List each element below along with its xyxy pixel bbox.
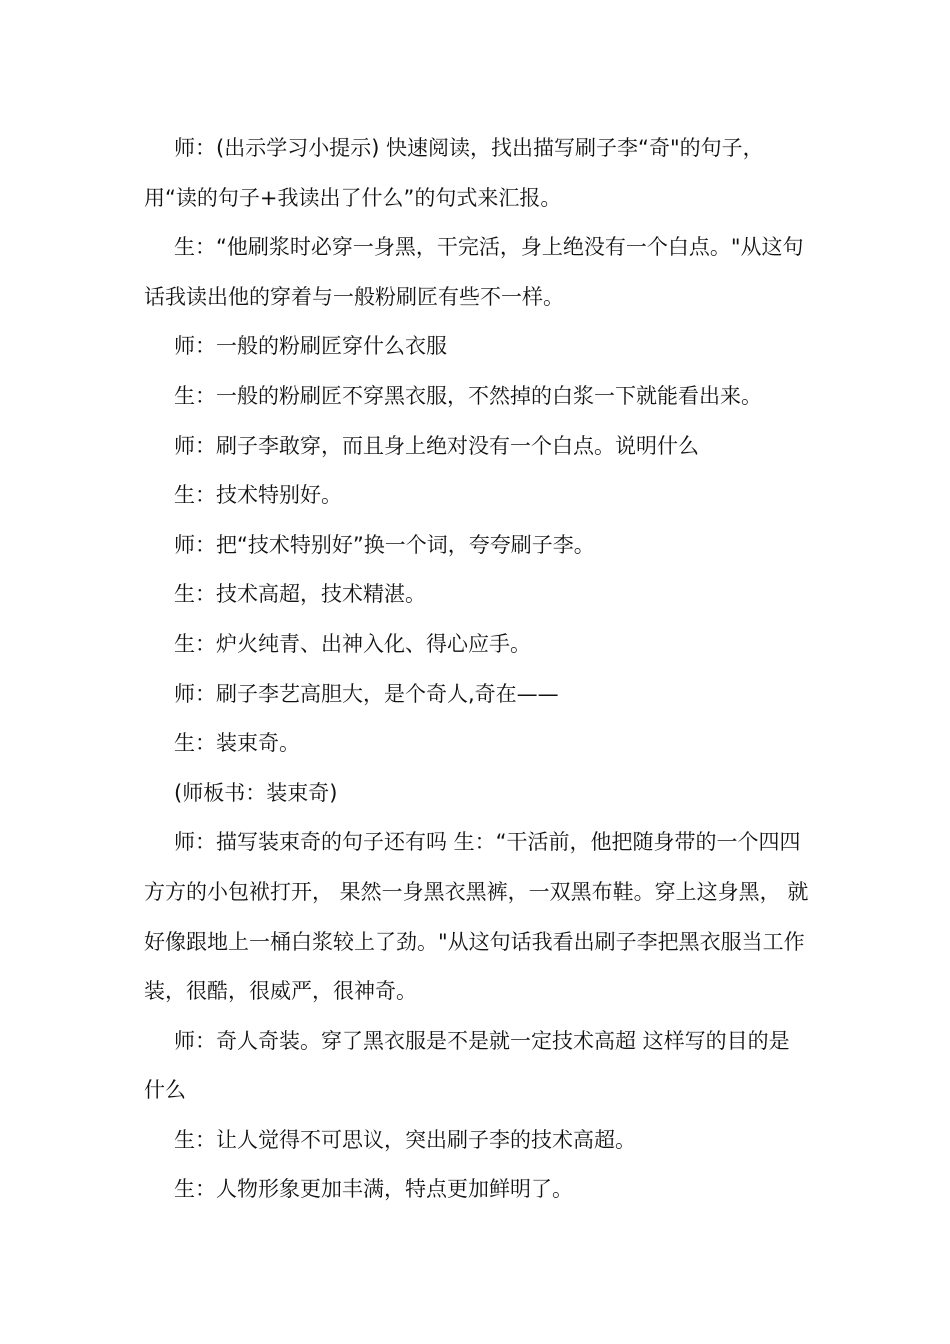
document-body: [144, 124, 810, 1215]
paragraph-teacher-question: 师：奇人奇装。穿了黑衣服是不是就一定技术高超 这样写的目的是什么: [144, 1028, 790, 1103]
paragraph-student-answer: 生：一般的粉刷匠不穿黑衣服，不然掉的白浆一下就能看出来。: [174, 383, 762, 408]
paragraph-student-answer: 生：技术高超，技术精湛。: [174, 582, 426, 607]
paragraph-student-answer: 生：技术特别好。: [174, 483, 342, 508]
paragraph-student-answer: 生：装束奇。: [174, 731, 300, 756]
paragraph-board-note: (师板书：装束奇): [174, 780, 338, 805]
paragraph-teacher-question: 师：一般的粉刷匠穿什么衣服: [174, 334, 447, 359]
paragraph-teacher-question: 师：刷子李敢穿，而且身上绝对没有一个白点。说明什么: [174, 433, 699, 458]
paragraph-student-answer: 生：让人觉得不可思议，突出刷子李的技术高超。: [174, 1127, 636, 1152]
paragraph-student-answer: 生：“他刷浆时必穿一身黑，干完活，身上绝没有一个白点。"从这句话我读出他的穿着与一般粉刷匠有些不一样。: [144, 235, 804, 309]
paragraph-teacher-question: 师：刷子李艺高胆大，是个奇人,奇在——: [174, 681, 559, 706]
paragraph-student-answer: 生：炉火纯青、出神入化、得心应手。: [174, 631, 531, 656]
paragraph-teacher-question: 师：描写装束奇的句子还有吗 生：“干活前，他把随身带的一个四四方方的小包袱打开， 果然一身黑衣黑裤，一双黑布鞋。穿上这身黑， 就好像跟地上一桶白浆较上了劲。"从这句话我看出刷子李把黑衣服当工作装，很酷，很威严，很神奇。: [144, 830, 809, 1004]
paragraph-teacher-prompt: 师：(出示学习小提示) 快速阅读，找出描写刷子李“奇"的句子，用“读的句子+我读出了什么”的句式来汇报。: [144, 136, 764, 210]
paragraph-teacher-question: 师：把“技术特别好”换一个词，夸夸刷子李。: [174, 532, 595, 557]
paragraph-student-answer: 生：人物形象更加丰满，特点更加鲜明了。: [174, 1177, 573, 1202]
